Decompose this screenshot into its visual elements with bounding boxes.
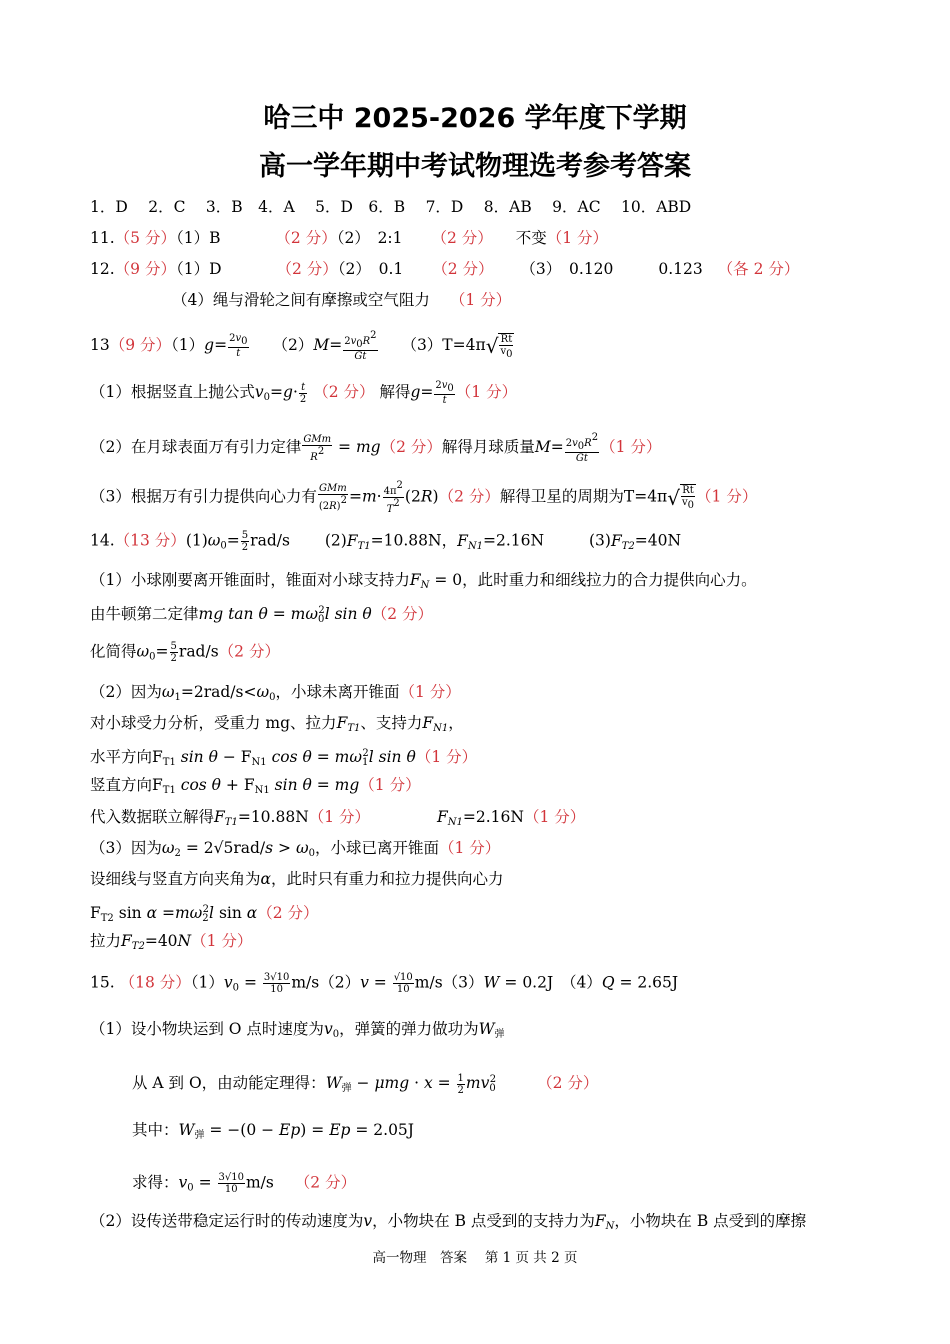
q13-line-2: （2）在月球表面万有引力定律 $\frac{\text{GMm}}{R^2}$ = mg（2 分）解得月球质量M= $\frac{2v_0R^2}{Gt}$ （1 分） <box>90 432 662 464</box>
q14-line-1: （1）小球刚要离开锥面时，锥面对小球支持力$F_N = 0$，此时重力和细线拉力的合力提供向心力。 <box>90 571 757 591</box>
title-line-1: 哈三中 2025-2026 学年度下学期 <box>263 103 687 134</box>
q14-line-7: 竖直方向$F_{T1}$ $\cos \theta + F_{N1}$ sin θ = mg（1 分） <box>90 776 421 796</box>
q11-line: 11.（5 分）（1）B （2 分）（2） 2:1 （2 分） 不变（1 分） <box>90 229 608 247</box>
q15-line-1: （1）设小物块运到 O 点时速度为$v_0$，弹簧的弹力做功为$W_弹$ <box>90 1020 505 1040</box>
q15-line-4: 求得：$v_0$ = $\frac{3√10}{10}$ m/s （2 分） <box>132 1172 357 1195</box>
q13-line-3: （3）根据万有引力提供向心力有 $\frac{\text{GMm}}{(2R)^2}$ =m· $\frac{4\pi^2}{T^2}$ (2R)（2 分）解得卫星的周期为T=4π√ $\frac{Rt}{v_0}$ （1 分） <box>90 480 758 515</box>
q14-summary: 14.（13 分）$(1)\omega_0=$ $\frac{5}{2}$ rad/s $(2)F_{T1}=10.88N$，$F_{N1}=2.16N$ $(3)F_{T2}=40N$ <box>90 530 682 553</box>
q13-summary: 13（9 分）（1）g= $\frac{2v_0}{t}$ （2）M= $\frac{2v_0R^2}{Gt}$ （3）T=4π√ $\frac{Rt}{v_0}$ <box>90 330 513 362</box>
q14-line-5: 对小球受力分析，受重力 mg、拉力$F_{T1}$、支持力$F_{N1}$， <box>90 714 464 734</box>
q14-line-8: 代入数据联立解得$F_{T1}=10.88N(1$ 分） $F_{N1}=2.16N(1$ 分） <box>90 808 586 828</box>
q12-line: 12.（9 分）（1）D （2 分）（2） 0.1 （2 分） （3） 0.120 0.123 （各 2 分） <box>90 260 800 278</box>
page-footer: 高一物理 答案 第 1 页 共 2 页 <box>372 1250 578 1266</box>
q13-line-1: （1）根据竖直上抛公式$v_0=g\cdot$ $\frac{t}{2}$ （2 分） 解得g= $\frac{2v_0}{t}$ （1 分） <box>90 380 518 406</box>
q15-summary: 15. （18 分）$(1)v_0$ = $\frac{3√10}{10}$ m/s（2）v = $\frac{√10}{10}$ m/s（3）W = 0.2J （4）Q = 2.65J <box>90 972 679 995</box>
q15-line-5: （2）设传送带稳定运行时的传动速度为v，小物块在 B 点受到的支持力为$F_N$，小物块在 B 点受到的摩擦 <box>90 1212 807 1232</box>
q14-line-3: 化简得$\omega_0=$ $\frac{5}{2}$ rad/s（2 分） <box>90 641 280 664</box>
q12-line-2: （4）绳与滑轮之间有摩擦或空气阻力 （1 分） <box>172 291 512 309</box>
title-line-2: 高一学年期中考试物理选考参考答案 <box>259 151 691 182</box>
q15-line-3: 其中：$W_弹 = -(0 - Ep) = Ep = 2.05J$ <box>132 1121 415 1141</box>
multiple-choice-answers: 1．D 2．C 3．B 4．A 5．D 6．B 7．D 8．AB 9．AC 10．ABD <box>90 198 692 216</box>
q14-line-6: 水平方向$F_{T1}$ $\sin \theta - F_{N1}$ $\cos \theta = m\omega_1^2l$ sin θ（1 分） <box>90 748 478 768</box>
q14-line-2: 由牛顿第二定律mg $\tan \theta = m\omega_0^2l$ sin θ（2 分） <box>90 605 434 625</box>
q15-line-2: 从 A 到 O，由动能定理得：$W_弹 - \mu mg \cdot x$ = $\frac{1}{2}$ $mv_0^2$ （2 分） <box>132 1072 599 1096</box>
q14-line-12: 拉力$F_{T2}=40N(1$ 分） <box>90 932 253 952</box>
q14-line-10: 设细线与竖直方向夹角为α，此时只有重力和拉力提供向心力 <box>90 870 504 888</box>
q14-line-9: （3）因为$\omega_2 = 2√5rad/s > \omega_0$，小球已离开锥面（1 分） <box>90 839 501 859</box>
q14-line-11: $F_{T2}$ $\sin \alpha =m\omega_2^2l$ sin α（2 分） <box>90 904 319 924</box>
q14-line-4: （2）因为$\omega_1=2rad/s<\omega_0$，小球未离开锥面（1 分） <box>90 683 461 703</box>
